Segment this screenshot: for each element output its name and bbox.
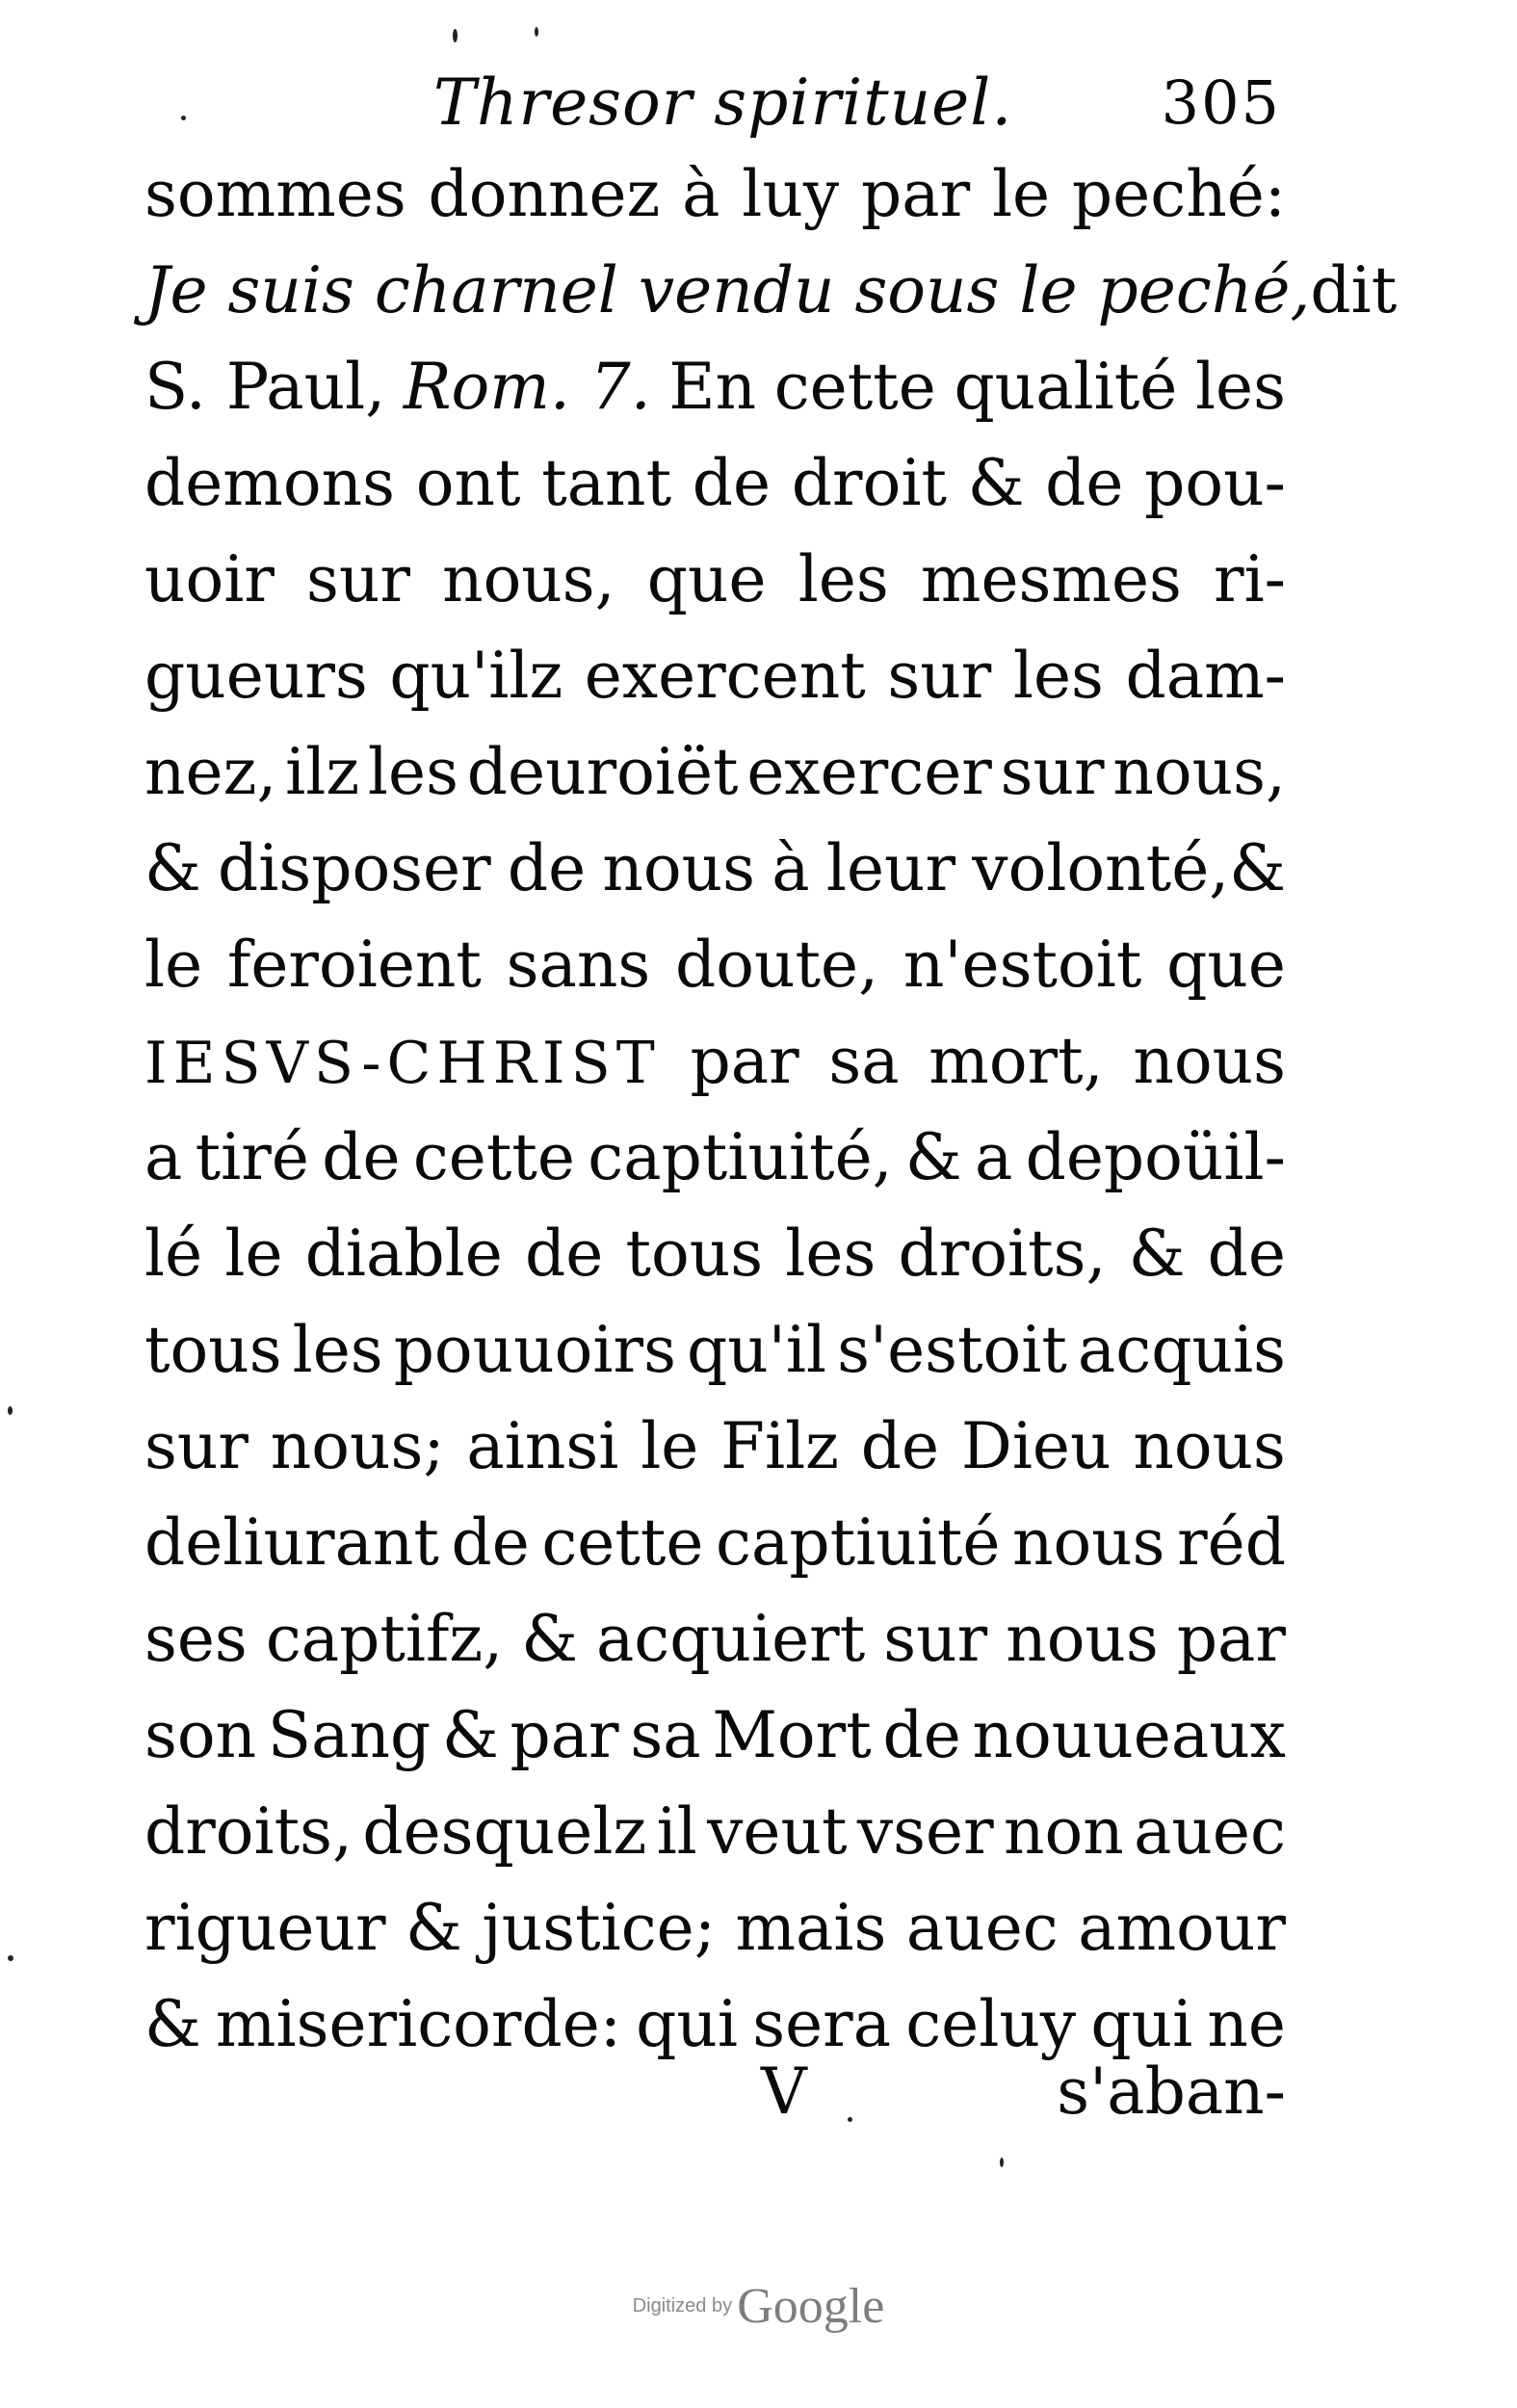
text-word: Sang [267,1698,432,1772]
text-word: sommes [144,157,406,231]
text-word: que [646,542,767,616]
text-word: Rom. 7. [403,350,651,424]
text-word: sa [828,1024,900,1098]
text-word: à [682,157,720,231]
text-word: ilz [285,735,360,809]
text-word: nous [1011,1505,1165,1580]
text-line [144,339,1286,435]
text-word: mesmes [920,542,1182,616]
text-word: de [322,1120,401,1194]
text-word: par [690,1024,799,1098]
text-word: sur [144,1409,248,1483]
text-word: depoüil- [1025,1120,1286,1194]
text-word: le [144,928,203,1002]
text-line [144,435,1286,532]
text-word: captiuité [716,1505,1001,1580]
text-word: ainsi [466,1409,619,1483]
text-word: peché: [1071,157,1286,231]
text-word: exercer [746,735,992,809]
text-word: nous, [442,542,615,616]
text-word: misericorde: [215,1987,621,2061]
scan-speck [181,116,186,120]
text-word: sur [883,1602,988,1676]
text-word: sur [1000,735,1105,809]
text-word: leur [825,831,956,905]
text-word: droits, [144,1794,353,1869]
text-word: qui [1090,1987,1193,2061]
text-word: les [785,1217,876,1291]
text-word: nous [1133,1024,1286,1098]
text-word: par [1176,1602,1286,1676]
scan-speck [535,27,538,37]
text-word: & [405,1891,462,1965]
text-word: sur [887,639,992,713]
text-word: les [367,735,458,809]
text-line [144,821,1286,917]
page-number: 305 [1161,67,1281,138]
text-word: & [521,1602,578,1676]
text-word: ne [1207,1987,1286,2061]
text-word: luy [742,157,840,231]
text-word: de [524,1217,604,1291]
text-word: amour [1078,1891,1286,1965]
text-word: sans [506,928,651,1002]
text-word: nous; [270,1409,445,1483]
text-word: le [991,157,1051,231]
text-word: desquelz [362,1794,647,1869]
text-word: son [144,1698,257,1772]
text-word: rigueur [144,1891,386,1965]
text-line [144,1013,1286,1110]
text-word: cette [773,350,936,424]
text-word: captiuité, [588,1120,893,1194]
text-word: nouueaux [972,1698,1286,1772]
text-word: captifz, [265,1602,504,1676]
text-word: veut [707,1794,848,1869]
google-logo: Google [737,2279,885,2334]
scan-speck [453,29,458,42]
text-word: celuy [905,1987,1077,2061]
text-line [144,1591,1286,1688]
text-word: qu'ilz [389,639,563,713]
running-title: Thresor spirituel. [433,65,1013,140]
page-header [144,60,1281,146]
text-word: les [292,1313,383,1387]
text-word: dam- [1125,639,1286,713]
text-word: pou- [1144,446,1286,520]
text-line [144,1495,1286,1591]
text-word: Je suis charnel vendu sous le peché, [144,253,1311,327]
text-word: de [882,1698,961,1772]
text-word: doute, [675,928,879,1002]
text-word: de [860,1409,940,1483]
text-word: n'estoit [902,928,1142,1002]
text-word: acquis [1077,1313,1286,1387]
text-word: Dieu [960,1409,1112,1483]
text-word: & [967,446,1025,520]
text-word: nous, [1112,735,1286,809]
scan-speck [848,2117,852,2122]
text-word: nous [602,831,756,905]
text-word: de [507,831,587,905]
text-word: uoir [144,542,275,616]
text-word: par [510,1698,619,1772]
digitization-watermark [0,2278,1517,2335]
text-line [144,1784,1286,1880]
text-line [144,532,1286,628]
text-line [144,917,1286,1013]
text-word: vser [856,1794,994,1869]
watermark-prefix: Digitized by [632,2295,733,2316]
text-line [144,1110,1286,1206]
text-word: & [904,1120,962,1194]
text-word: par [861,157,971,231]
text-word: tant [541,446,672,520]
text-word: diable [304,1217,503,1291]
text-word: qu'il [686,1313,827,1387]
text-word: qui [636,1987,739,2061]
text-word: non [1003,1794,1124,1869]
text-word: disposer [217,831,491,905]
text-line [144,1206,1286,1302]
text-word: & [441,1698,499,1772]
signature-mark: V [761,2055,807,2129]
text-word: s'estoit [837,1313,1067,1387]
text-word: auec [905,1891,1059,1965]
text-word: tiré [195,1120,309,1194]
text-word: sa [630,1698,701,1772]
text-word: justice; [482,1891,716,1965]
text-word: de [1207,1217,1286,1291]
text-line [144,628,1286,724]
text-word: deuroiët [466,735,739,809]
scan-speck [8,1406,13,1415]
text-word: il [656,1794,697,1869]
text-word: ri- [1214,542,1286,616]
text-word: les [1012,639,1104,713]
text-word: & [144,1987,201,2061]
text-word: lé [144,1217,203,1291]
text-word: droit [791,446,947,520]
text-word: donnez [428,157,661,231]
text-word: feroient [226,928,482,1002]
text-word: demons [144,446,396,520]
text-word: nous [1133,1409,1286,1483]
text-word: sera [752,1987,892,2061]
text-word: ont [415,446,521,520]
text-word: cette [412,1120,575,1194]
text-word: cette [541,1505,704,1580]
text-word: auec [1134,1794,1286,1869]
text-word: a [144,1120,183,1194]
text-word: S. Paul, [144,350,386,424]
catchword: s'aban- [1057,2055,1286,2129]
text-word: de [1045,446,1124,520]
text-word: pouuoirs [393,1313,676,1387]
text-word: dit [1310,253,1398,327]
text-word: tous [625,1217,764,1291]
text-word: les [1194,350,1286,424]
text-word: droits, [898,1217,1107,1291]
text-word: les [798,542,889,616]
scan-speck [1000,2158,1004,2167]
text-line [144,724,1286,821]
text-word: IESVS-CHRIST [144,1030,661,1097]
page-footer [144,2044,1286,2140]
text-line [144,146,1286,243]
text-word: le [224,1217,283,1291]
text-word: volonté,& [972,831,1286,905]
text-line [144,1880,1286,1976]
text-word: de [692,446,772,520]
text-word: & [144,831,201,905]
text-word: Filz [720,1409,839,1483]
body-text [144,146,1398,2073]
text-word: gueurs [144,639,368,713]
text-line [144,1302,1286,1399]
text-word: le [641,1409,699,1483]
text-word: sur [306,542,410,616]
text-word: En [668,350,757,424]
text-word: nous [1006,1602,1159,1676]
text-word: & [1128,1217,1186,1291]
text-word: qualité [954,350,1178,424]
text-line [144,243,1398,339]
text-word: à [772,831,810,905]
text-word: de [451,1505,530,1580]
text-line [144,1399,1286,1495]
text-word: exercent [584,639,866,713]
text-word: que [1166,928,1286,1002]
text-word: tous [144,1313,282,1387]
text-line [144,1688,1286,1784]
text-word: ses [144,1602,248,1676]
text-word: nez, [144,735,277,809]
scan-speck [8,1955,13,1961]
text-word: mais [735,1891,887,1965]
text-word: Mort [712,1698,872,1772]
text-word: deliurant [144,1505,439,1580]
text-word: réd [1177,1505,1286,1580]
text-word: acquiert [595,1602,866,1676]
text-word: mort, [929,1024,1104,1098]
text-word: a [974,1120,1013,1194]
